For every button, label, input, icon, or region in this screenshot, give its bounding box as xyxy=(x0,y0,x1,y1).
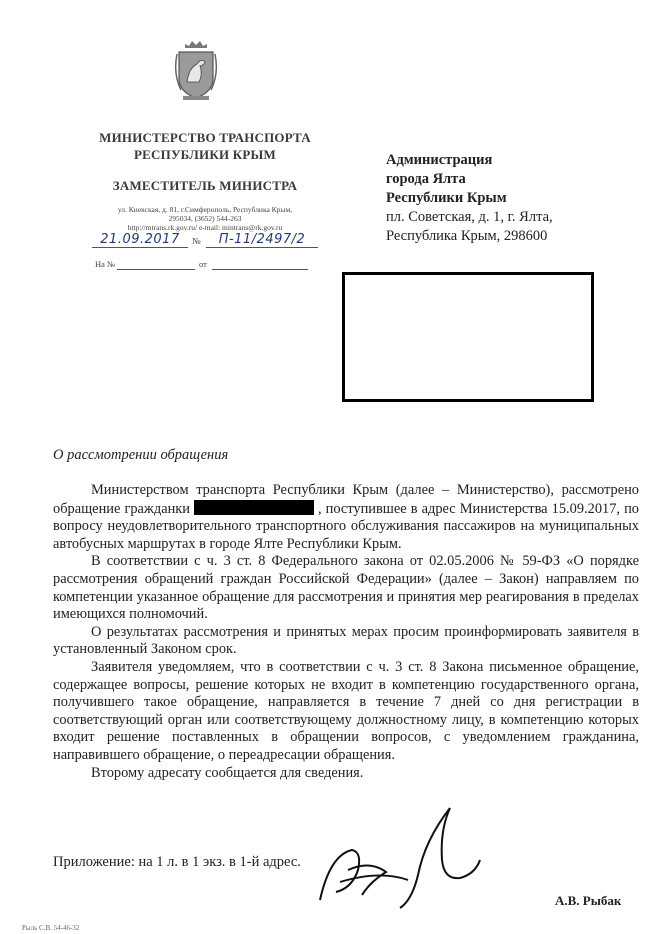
recipient-line2: города Ялта xyxy=(386,171,466,187)
recipient-address-line1: пл. Советская, д. 1, г. Ялта, xyxy=(386,209,553,225)
redacted-name-bar xyxy=(194,500,314,515)
paragraph-1-end: , поступившее в адрес Министерства 15.09.2017, по вопросу неудовлетворительного транспортного обслуживания пассажиров на муниципальных автобусных маршрутах в городе Ялте Республики Крым. xyxy=(53,500,639,552)
deputy-minister-title: ЗАМЕСТИТЕЛЬ МИНИСТРА xyxy=(112,178,298,193)
coat-of-arms-emblem xyxy=(173,38,219,102)
outgoing-number: П-11/2497/2 xyxy=(206,232,318,248)
paragraph-4: Заявителя уведомляем, что в соответствии с ч. 3 ст. 8 Закона письменное обращение, содержащее вопросы, решение которых не входит в компетенцию государственного органа, получившего такое обращение, направляется в течение 7 дней со дня регистрации в соответствующий орган или соответствующему должностному лицу, в компетенцию которых входит решение поставленных в обращении вопросов, с уведомлением гражданина, направившего обращение, о переадресации обращения. xyxy=(53,658,639,763)
recipient-block xyxy=(386,151,553,246)
paragraph-1 xyxy=(53,482,639,553)
paragraph-3: О результатах рассмотрения и принятых мерах просим проинформировать заявителя в установленный Законом срок. xyxy=(53,623,639,658)
paragraph-2: В соответствии с ч. 3 ст. 8 Федерального закона от 02.05.2006 № 59-ФЗ «О порядке рассмотрения обращений граждан Российской Федерации» (далее – Закон) направляем по компетенции указанное обращение для рассмотрения и принятия мер реагирования в пределах имеющихся полномочий. xyxy=(53,553,639,623)
incoming-reference xyxy=(95,259,310,271)
recipient-line1: Администрация xyxy=(386,152,493,168)
recipient-line3: Республики Крым xyxy=(386,190,507,206)
address-line2: 295034, (3652) 544-263 xyxy=(168,214,242,223)
executor-footnote: Рыль С.В. 54-46-32 xyxy=(22,924,80,932)
paragraph-5: Второму адресату сообщается для сведения. xyxy=(91,764,364,781)
incoming-date-blank xyxy=(212,259,308,270)
ministry-name-line2: РЕСПУБЛИКИ КРЫМ xyxy=(134,147,276,162)
web-email: http://mtrans.rk.gov.ru/ e-mail: mintrans@rk.gov.ru xyxy=(127,223,283,232)
attachment-line: Приложение: на 1 л. в 1 экз. в 1-й адрес. xyxy=(53,854,301,870)
number-sign: № xyxy=(192,236,201,246)
paragraph-1-start: Министерством транспорта Республики Крым (далее – Министерство), рассмотрено обращение гражданки xyxy=(53,482,639,517)
outgoing-date: 21.09.2017 xyxy=(92,232,188,248)
ministry-name xyxy=(60,129,350,163)
incoming-from-label: от xyxy=(199,259,207,269)
redacted-addressee-box xyxy=(342,272,594,402)
letter-body xyxy=(53,482,639,782)
handwritten-signature xyxy=(300,800,530,910)
ministry-address xyxy=(90,205,320,232)
ministry-name-line1: МИНИСТЕРСТВО ТРАНСПОРТА xyxy=(99,130,311,145)
address-line1: ул. Киевская, д. 81, г.Симферополь, Республика Крым, xyxy=(117,205,293,214)
incoming-number-blank xyxy=(117,259,195,270)
signer-name: А.В. Рыбак xyxy=(555,893,622,908)
outgoing-registration xyxy=(92,232,317,250)
recipient-address-line2: Республика Крым, 298600 xyxy=(386,228,548,244)
letter-subject: О рассмотрении обращения xyxy=(53,447,229,463)
incoming-number-label: На № xyxy=(95,259,116,269)
